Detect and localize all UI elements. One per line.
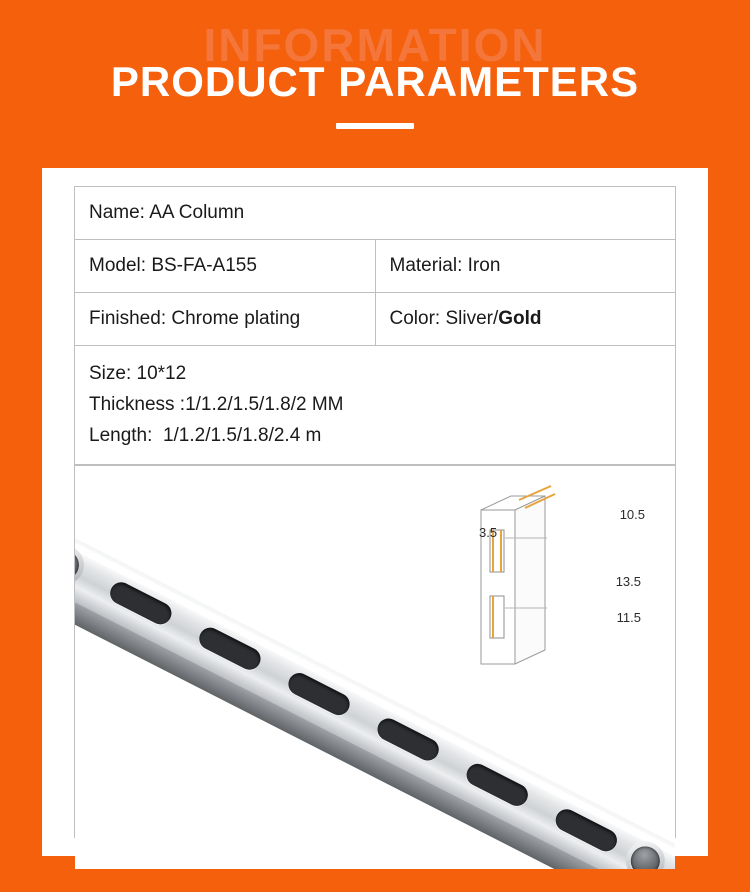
title-underline-rule — [336, 123, 414, 129]
spec-value-name: AA Column — [149, 202, 245, 223]
table-row — [75, 346, 675, 465]
spec-value-finished: Chrome plating — [171, 308, 301, 329]
specification-table — [75, 187, 675, 465]
spec-value-material: Iron — [467, 255, 501, 276]
spec-cell-name — [75, 187, 675, 240]
dimension-label-top-right: 10.5 — [619, 507, 645, 523]
page-title: PRODUCT PARAMETERS — [110, 58, 640, 105]
content-card — [42, 168, 708, 856]
spec-value-color: Sliver/ — [445, 308, 499, 329]
technical-drawing — [459, 478, 649, 698]
spec-label-model: Model: — [89, 255, 147, 276]
spec-value-model: BS-FA-A155 — [151, 255, 257, 276]
spec-cell-material — [375, 240, 675, 293]
product-image-area — [75, 465, 675, 869]
spec-label-material: Material: — [389, 255, 463, 276]
spec-value-color-gold: Gold — [498, 308, 542, 329]
spec-detail-size: Size: 10*12 — [89, 363, 187, 384]
spec-detail-length: Length: 1/1.2/1.5/1.8/2.4 m — [89, 424, 322, 446]
spec-label-finished: Finished: — [89, 308, 167, 329]
spec-cell-color — [375, 293, 675, 346]
spec-cell-finished — [75, 293, 375, 346]
dimension-label-mid-right: 13.5 — [615, 574, 641, 590]
spec-label-name: Name: — [89, 202, 145, 223]
spec-cell-model — [75, 240, 375, 293]
page-header — [0, 0, 750, 155]
dimension-label-lower-right: 11.5 — [616, 610, 641, 626]
dimension-label-top-left: 3.5 — [479, 525, 498, 541]
table-row — [75, 187, 675, 240]
spec-detail-thickness: Thickness :1/1.2/1.5/1.8/2 MM — [89, 393, 344, 415]
content-card-inner-border — [74, 186, 676, 838]
header-ghost-title: INFORMATION — [203, 19, 547, 71]
table-row — [75, 293, 675, 346]
spec-cell-dimensions — [75, 346, 675, 465]
table-row — [75, 240, 675, 293]
spec-label-color: Color: — [389, 308, 441, 329]
